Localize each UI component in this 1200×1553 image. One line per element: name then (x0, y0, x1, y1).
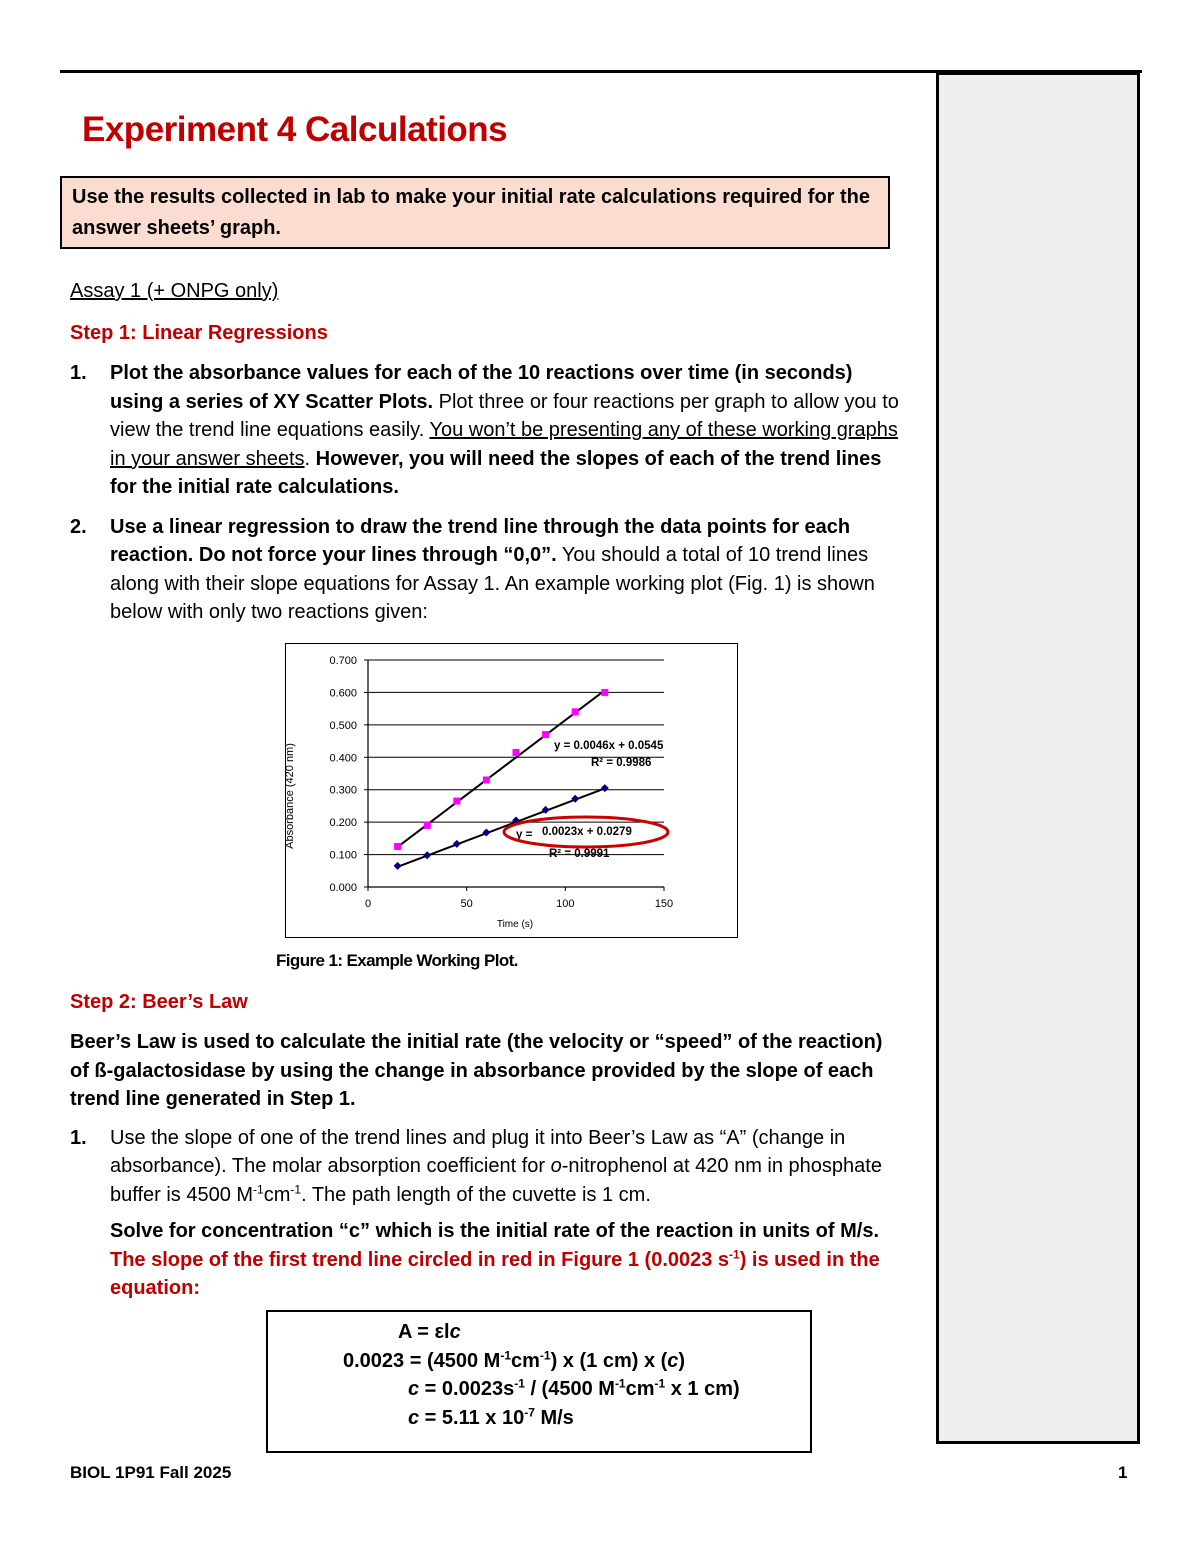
eq-part: 0.0023 = (4500 M (343, 1350, 501, 1372)
equation-box (266, 1310, 812, 1453)
y-tick-label: 0.600 (329, 687, 357, 700)
item-text: cm (263, 1183, 291, 1206)
superscript: -1 (654, 1376, 666, 1391)
eq-part: A = ε (398, 1321, 444, 1343)
series-1-r2: R² = 0.9986 (591, 757, 652, 769)
y-tick-label: 0.300 (329, 784, 357, 797)
list-number: 2. (70, 515, 87, 538)
page-title: Experiment 4 Calculations (82, 110, 508, 149)
series-2-point (601, 784, 609, 792)
example-working-plot (285, 643, 738, 938)
series-1-point (424, 822, 431, 829)
x-tick-label: 150 (654, 898, 674, 910)
y-tick-label: 0.000 (329, 882, 357, 894)
eq-part: x 1 cm) (665, 1378, 740, 1400)
eq-part: = 5.11 x 10 (419, 1407, 525, 1429)
eq-part: = 0.0023s (419, 1378, 515, 1400)
figure-caption: Figure 1: Example Working Plot. (276, 951, 518, 970)
list-item (70, 1124, 900, 1210)
item-bold-text: However, you will need the slopes of each of the trend lines for the initial rate calculations. (110, 447, 882, 498)
x-tick-label: 0 (364, 898, 372, 910)
solve-red-text: ) is used in the equation: (110, 1248, 880, 1299)
superscript: -1 (614, 1376, 626, 1391)
equation-line-4 (408, 1404, 574, 1432)
series-1-point (513, 749, 520, 756)
y-tick-label: 0.400 (329, 752, 357, 765)
series-1-point (542, 731, 549, 738)
y-tick-label: 0.200 (329, 817, 357, 830)
solve-red-text: The slope of the first trend line circled in red in Figure 1 (0.0023 s (110, 1248, 730, 1271)
x-tick-label: 100 (556, 898, 575, 910)
y-tick-label: 0.100 (329, 849, 357, 862)
list-number: 1. (70, 362, 87, 384)
item-text: . (304, 447, 316, 470)
superscript: -1 (539, 1348, 551, 1363)
eq-part: M/s (534, 1407, 574, 1429)
main-content (70, 110, 900, 638)
y-tick-label: 0.700 (329, 655, 357, 667)
eq-part: ) x (1 cm) x ( (550, 1350, 668, 1372)
solve-text: Solve for concentration “c” which is the initial rate of the reaction in units of M/s. (110, 1220, 879, 1242)
series-1-point (394, 843, 401, 850)
equation-line-1 (398, 1318, 461, 1346)
eq-part: c (408, 1378, 420, 1400)
series-1-point (483, 776, 490, 783)
step2-intro: Beer’s Law is used to calculate the initial rate (the velocity or “speed” of the reaction) of ß-galactosidase by using the change in absorbance provided by the slope of each trend line generated in Step 1. (70, 1031, 883, 1110)
series-2-equation-prefix: y = (516, 829, 533, 841)
y-tick-label: 0.500 (329, 719, 357, 732)
item-italic-text: o (550, 1155, 562, 1177)
item-bold-text: Use a linear regression to draw the trend line through the data points for each reaction. Do not force your lines through “0,0”. (110, 515, 851, 566)
eq-part: c (408, 1407, 420, 1429)
item-text: -nitrophenol at 420 nm in phosphate buffer is 4500 M (110, 1155, 882, 1206)
eq-part: cm (625, 1378, 655, 1400)
eq-part: / (4500 M (524, 1378, 615, 1400)
step1-list (70, 359, 900, 627)
eq-part: ) (678, 1350, 686, 1372)
side-margin-panel (936, 72, 1140, 1444)
page-number: 1 (1118, 1463, 1128, 1482)
equation-line-3 (408, 1375, 740, 1403)
superscript: -1 (253, 1181, 264, 1196)
step1-heading: Step 1: Linear Regressions (70, 322, 328, 344)
eq-part: c (449, 1321, 461, 1343)
superscript: -1 (290, 1181, 302, 1196)
eq-part: cm (511, 1350, 540, 1372)
series-2-point (423, 851, 431, 859)
series-2-point (453, 840, 461, 848)
superscript: -1 (514, 1376, 525, 1391)
superscript: -1 (500, 1348, 512, 1363)
series-2-equation-circled: 0.0023x + 0.0279 (542, 826, 632, 838)
item-bold-text: Plot the absorbance values for each of the 10 reactions over time (in seconds) using a series of XY Scatter Plots. (110, 362, 853, 413)
eq-part: c (667, 1350, 679, 1372)
solve-instruction (110, 1217, 900, 1303)
item-text: . The path length of the cuvette is 1 cm. (301, 1183, 651, 1206)
superscript: -1 (729, 1246, 740, 1261)
item-text: Plot three or four reactions per graph to allow you to view the trend line equations easily. (110, 390, 899, 441)
assay-heading: Assay 1 (+ ONPG only) (70, 280, 279, 302)
step2-heading: Step 2: Beer’s Law (70, 991, 248, 1013)
series-1-point (453, 798, 460, 805)
x-axis-label: Time (s) (496, 919, 534, 930)
series-1-point (572, 708, 579, 715)
list-item (70, 359, 900, 502)
series-2-point (394, 862, 402, 870)
item-text: Use the slope of one of the trend lines and plug it into Beer’s Law as “A” (change in absorbance). The molar absorption coefficient for (110, 1126, 846, 1177)
item-underlined-text: You won’t be presenting any of these working graphs in your answer sheets (110, 419, 898, 470)
step2-list (70, 1124, 900, 1210)
y-axis-label: Absorbance (420 nm) (284, 743, 296, 849)
series-2-r2: R² = 0.9991 (549, 848, 610, 860)
superscript: -7 (524, 1405, 535, 1420)
item-text: You should a total of 10 trend lines along with their slope equations for Assay 1. An example working plot (Fig. 1) is shown below with only two reactions given: (110, 544, 875, 623)
instruction-callout: Use the results collected in lab to make your initial rate calculations required for the answer sheets’ graph. (60, 176, 890, 249)
list-number: 1. (70, 1126, 87, 1149)
series-1-equation: y = 0.0046x + 0.0545 (554, 740, 664, 752)
series-1-point (601, 689, 608, 696)
equation-line-2 (343, 1347, 685, 1375)
chart-svg (286, 644, 736, 936)
step2-section (70, 988, 900, 1303)
list-item (70, 513, 900, 627)
eq-part: l (444, 1321, 450, 1343)
footer-course: BIOL 1P91 Fall 2025 (70, 1463, 232, 1482)
x-tick-label: 50 (460, 898, 473, 910)
